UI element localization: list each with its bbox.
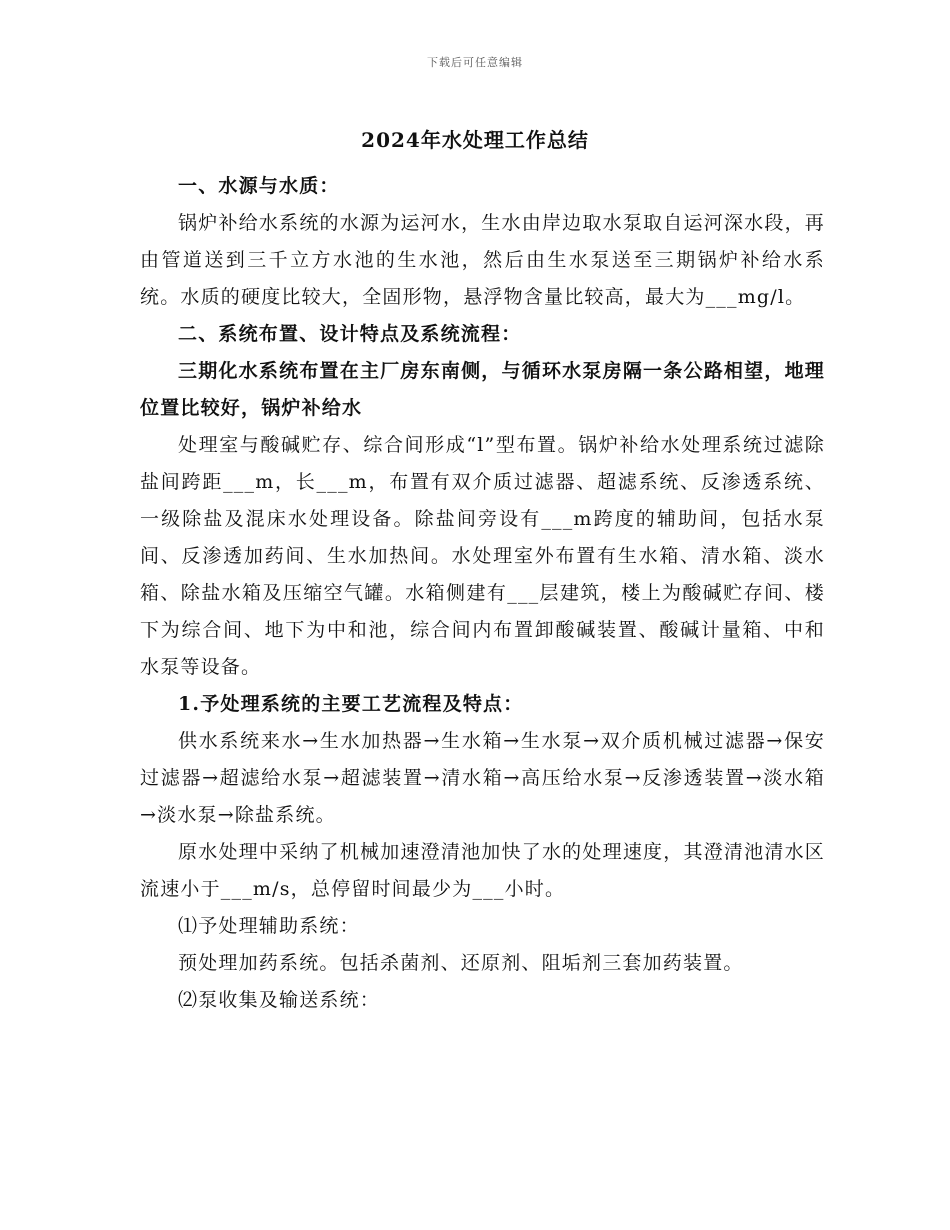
paragraph-dosing-system: 预处理加药系统。包括杀菌剂、还原剂、阻垢剂三套加药装置。 xyxy=(178,952,744,974)
paragraph-clarifier: 原水处理中采纳了机械加速澄清池加快了水的处理速度，其澄清池清水区流速小于___m/s，总停留时间最少为___小时。 xyxy=(140,841,825,900)
document-title: 2024年水处理工作总结 xyxy=(361,128,589,152)
header-note: 下载后可任意编辑 xyxy=(427,56,523,69)
paragraph-pump-system-label: ⑵泵收集及输送系统： xyxy=(178,989,381,1011)
paragraph-layout-bold: 三期化水系统布置在主厂房东南侧，与循环水泵房隔一条公路相望，地理位置比较好，锅炉补给水 xyxy=(140,360,825,419)
paragraph-layout-detail: 处理室与酸碱贮存、综合间形成“l”型布置。锅炉补给水处理系统过滤除盐间跨距___m，长___m，布置有双介质过滤器、超滤系统、反渗透系统、一级除盐及混床水处理设备。除盐间旁设有___m跨度的辅助间，包括水泵间、反渗透加药间、生水加热间。水处理室外布置有生水箱、清水箱、淡水箱、除盐水箱及压缩空气罐。水箱侧建有___层建筑，楼上为酸碱贮存间、楼下为综合间、地下为中和池，综合间内布置卸酸碱装置、酸碱计量箱、中和水泵等设备。 xyxy=(140,434,825,678)
document-body xyxy=(140,168,825,1019)
section-heading-water-source: 一、水源与水质： xyxy=(178,175,340,197)
section-heading-pretreatment: 1.予处理系统的主要工艺流程及特点： xyxy=(178,693,524,715)
paragraph-aux-system-label: ⑴予处理辅助系统： xyxy=(178,915,360,937)
paragraph-process-flow: 供水系统来水→生水加热器→生水箱→生水泵→双介质机械过滤器→保安过滤器→超滤给水泵→超滤装置→清水箱→高压给水泵→反渗透装置→淡水箱→淡水泵→除盐系统。 xyxy=(140,730,825,826)
section-heading-system-layout: 二、系统布置、设计特点及系统流程： xyxy=(178,323,522,345)
paragraph-water-source: 锅炉补给水系统的水源为运河水，生水由岸边取水泵取自运河深水段，再由管道送到三千立方水池的生水池，然后由生水泵送至三期锅炉补给水系统。水质的硬度比较大，全固形物，悬浮物含量比较高，最大为___mg/l。 xyxy=(140,212,825,308)
